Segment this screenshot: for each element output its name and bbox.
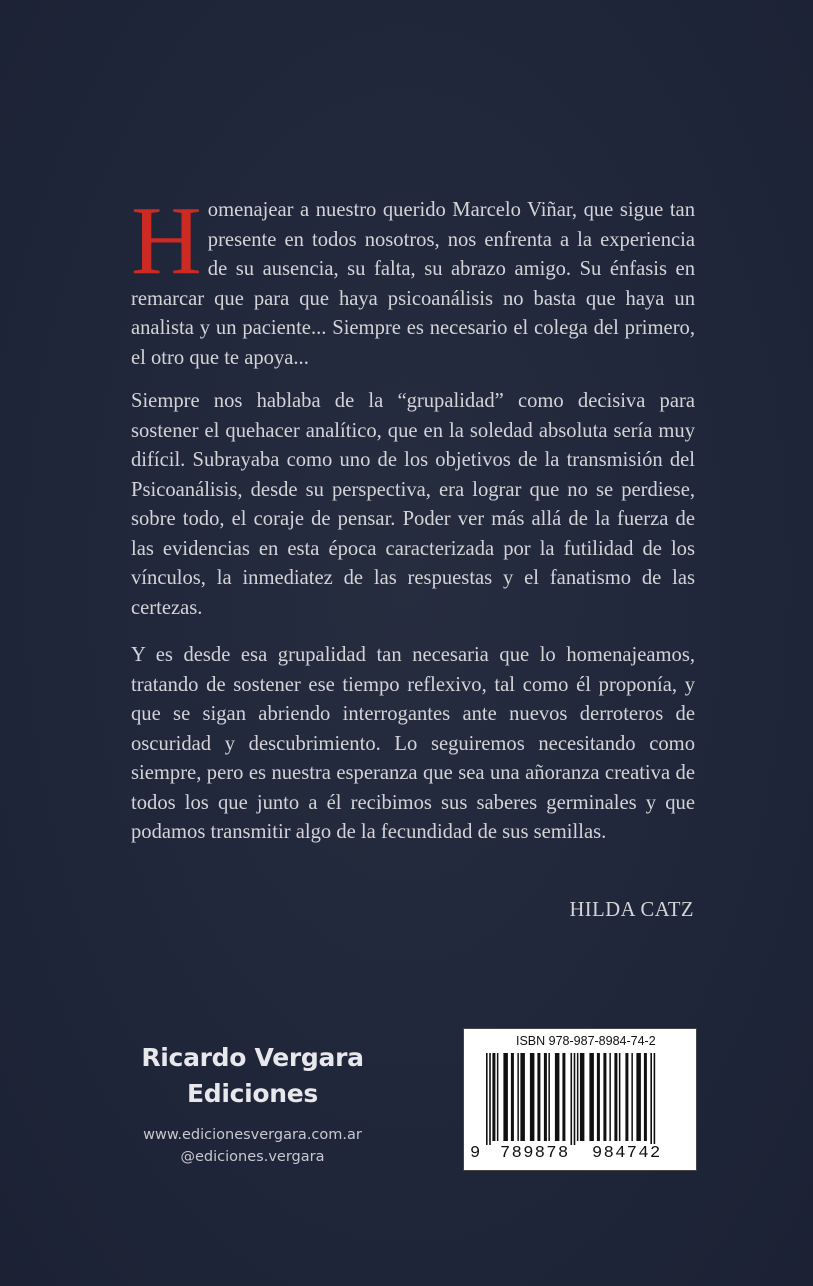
publisher-handle: @ediciones.vergara <box>180 1149 325 1165</box>
paragraph-1 <box>131 187 695 373</box>
paragraph-1-text: omenajear a nuestro querido Marcelo Viñar, que sigue tan presente en todos nosotros, nos enfrenta a la experiencia de su ausencia, su falta, su abrazo amigo. Su énfasis en remarcar que para que haya psicoanálisis no basta que haya un analista y un paciente... Siempre es necesario el colega del primero, el otro que te apoya... <box>131 199 695 369</box>
isbn-barcode <box>463 1028 697 1171</box>
publisher-block <box>120 1040 385 1168</box>
paragraph-2: Siempre nos hablaba de la “grupalidad” como decisiva para sostener el quehacer analítico, que en la soledad absoluta sería muy difícil. Subrayaba como uno de los objetivos de la transmisión del Psicoanálisis, desde su perspectiva, era lograr que no se perdiese, sobre todo, el coraje de pensar. Poder ver más allá de la fuerza de las evidencias en esta época caracterizada por la futilidad de los vínculos, la inmediatez de las respuestas y el fanatismo de las certezas. <box>131 390 695 619</box>
barcode-digit-first: 9 <box>470 1144 482 1163</box>
drop-cap: H <box>131 187 202 295</box>
publisher-name-line2: Ediciones <box>186 1079 319 1108</box>
author-signature: HILDA CATZ <box>569 899 694 921</box>
barcode-digits-left: 789878 <box>500 1144 570 1163</box>
isbn-label: ISBN 978-987-8984-74-2 <box>516 1034 656 1048</box>
paragraph-3: Y es desde esa grupalidad tan necesaria que lo homenajeamos, tratando de sostener ese tiempo reflexivo, tal como él proponía, y que se sigan abriendo interrogantes ante nuevos derroteros de oscuridad y descubrimiento. Lo seguiremos necesitando como siempre, pero es nuestra esperanza que sea una añoranza creativa de todos los que junto a él recibimos sus saberes germinales y que podamos transmitir algo de la fecundidad de sus semillas. <box>131 644 695 843</box>
barcode-digits-right: 984742 <box>592 1144 662 1163</box>
publisher-website: www.edicionesvergara.com.ar <box>143 1127 362 1143</box>
back-cover-text <box>131 187 695 866</box>
publisher-name-line1: Ricardo Vergara <box>141 1043 364 1072</box>
